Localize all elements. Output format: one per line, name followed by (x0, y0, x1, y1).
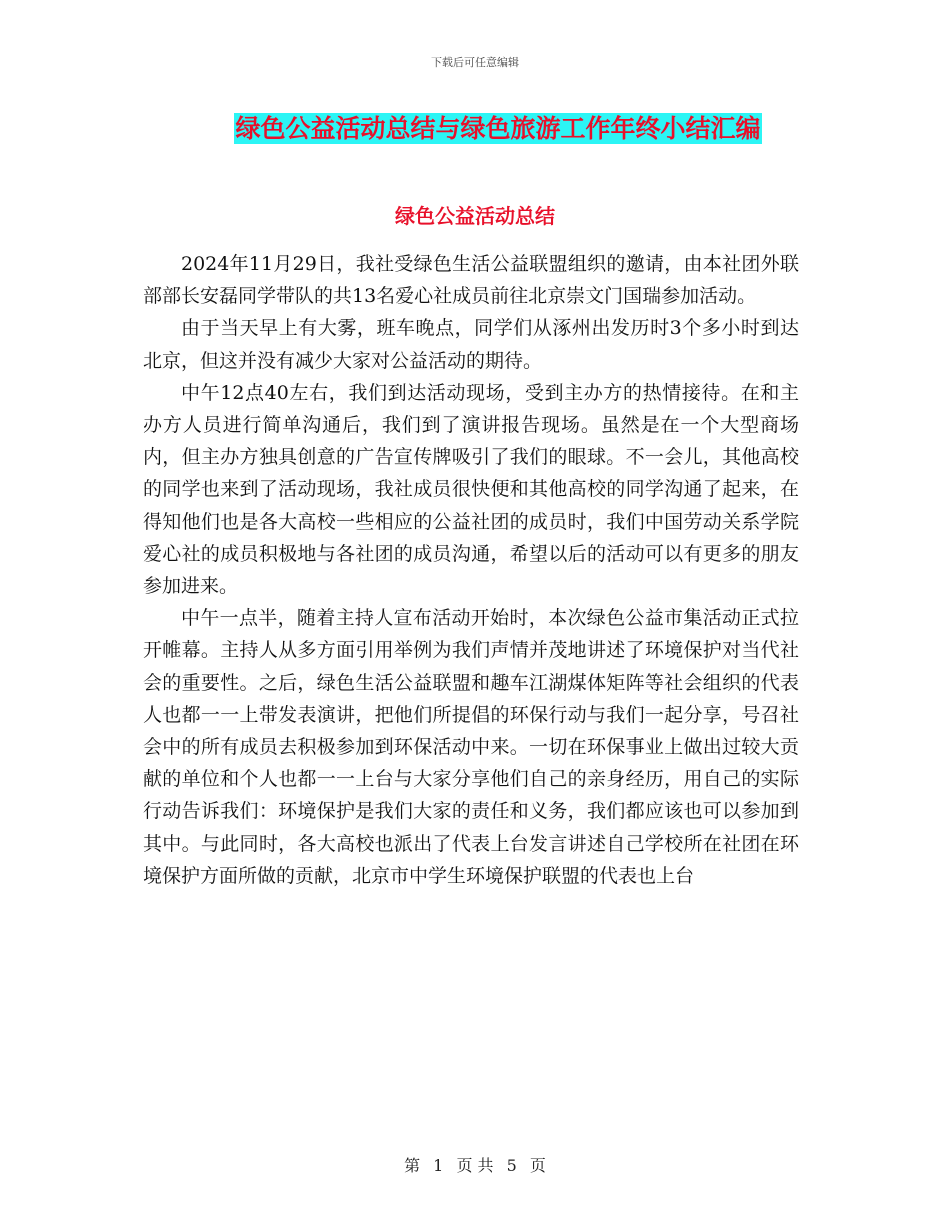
page-footer (0, 1153, 950, 1176)
section-title: 绿色公益活动总结 (395, 204, 555, 228)
paragraph: 中午一点半，随着主持人宣布活动开始时，本次绿色公益市集活动正式拉开帷幕。主持人从多方面引用举例为我们声情并茂地讲述了环境保护对当代社会的重要性。之后，绿色生活公益联盟和趣车江湖煤体矩阵等社会组织的代表人也都一一上带发表演讲，把他们所提倡的环保行动与我们一起分享，号召社会中的所有成员去积极参加到环保活动中来。一切在环保事业上做出过较大贡献的单位和个人也都一一上台与大家分享他们自己的亲身经历，用自己的实际行动告诉我们：环境保护是我们大家的责任和义务，我们都应该也可以参加到其中。与此同时，各大高校也派出了代表上台发言讲述自己学校所在社团在环境保护方面所做的贡献，北京市中学生环境保护联盟的代表也上台 (143, 607, 799, 887)
footer-prefix: 第 (404, 1156, 421, 1175)
paragraph: 中午12点40左右，我们到达活动现场，受到主办方的热情接待。在和主办方人员进行简单沟通后，我们到了演讲报告现场。虽然是在一个大型商场内，但主办方独具创意的广告宣传牌吸引了我们的眼球。不一会儿，其他高校的同学也来到了活动现场，我社成员很快便和其他高校的同学沟通了起来，在得知他们也是各大高校一些相应的公益社团的成员时，我们中国劳动关系学院爱心社的成员积极地与各社团的成员沟通，希望以后的活动可以有更多的朋友参加进来。 (143, 381, 799, 598)
header-note: 下载后可任意编辑 (431, 56, 519, 69)
paragraph: 由于当天早上有大雾，班车晚点，同学们从涿州出发历时3个多小时到达北京，但这并没有减少大家对公益活动的期待。 (143, 317, 799, 372)
footer-mid: 页 共 (456, 1156, 494, 1175)
footer-total-pages: 5 (506, 1156, 517, 1175)
footer-suffix: 页 (529, 1156, 546, 1175)
footer-page-number: 1 (433, 1156, 444, 1175)
document-title (0, 112, 950, 146)
document-body (143, 248, 799, 892)
document-title-text: 绿色公益活动总结与绿色旅游工作年终小结汇编 (235, 114, 761, 143)
paragraph: 2024年11月29日，我社受绿色生活公益联盟组织的邀请，由本社团外联部部长安磊同学带队的共13名爱心社成员前往北京崇文门国瑞参加活动。 (143, 253, 799, 308)
